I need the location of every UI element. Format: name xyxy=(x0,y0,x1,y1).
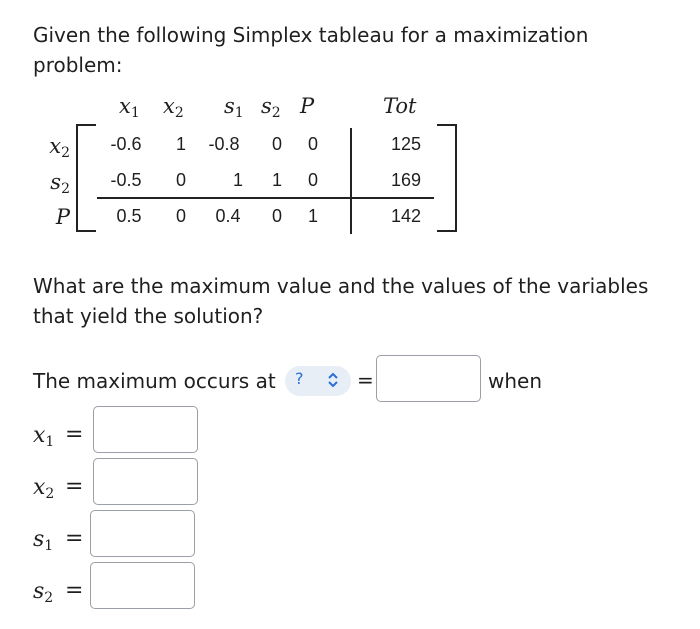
column-header-x2: $x_2$ xyxy=(163,94,184,121)
chevron-up-down-icon xyxy=(327,370,339,390)
max-value-input[interactable] xyxy=(376,355,481,402)
tableau-cell: 1 xyxy=(232,170,243,190)
column-header-s2: $s_2$ xyxy=(261,94,281,121)
var-label-x2: $x_2$ xyxy=(33,475,55,502)
tableau-cell: 0 xyxy=(175,206,186,226)
var-equals: = xyxy=(65,474,84,499)
tableau-cell: 0 xyxy=(307,170,318,190)
equals-sign: = xyxy=(357,368,374,392)
tableau-cell: 1 xyxy=(307,206,318,226)
var-equals: = xyxy=(65,526,84,551)
s2-input[interactable] xyxy=(90,562,195,609)
answer-lead-text: The maximum occurs at xyxy=(33,369,276,393)
x2-input[interactable] xyxy=(93,458,198,505)
row-label-s2: $s_2$ xyxy=(50,170,70,197)
tableau-cell: 0 xyxy=(271,206,282,226)
right-bracket xyxy=(437,124,457,232)
column-header-s1: $s_1$ xyxy=(224,94,244,121)
tableau-cell: 0.4 xyxy=(215,206,241,226)
tot-divider xyxy=(350,128,352,234)
column-header-p: P xyxy=(300,94,315,118)
tableau-cell: -0.8 xyxy=(208,134,240,154)
var-equals: = xyxy=(65,422,84,447)
tableau-cell: 0.5 xyxy=(116,206,142,226)
left-bracket xyxy=(76,124,96,232)
tableau-cell: -0.5 xyxy=(110,170,142,190)
row-label-p: P xyxy=(55,205,70,229)
var-label-s2: $s_2$ xyxy=(33,579,54,606)
tableau-tot: 142 xyxy=(390,206,422,226)
var-equals: = xyxy=(65,578,84,603)
x1-input[interactable] xyxy=(93,406,198,453)
max-min-select[interactable] xyxy=(285,366,351,396)
tableau-cell: 0 xyxy=(307,134,318,154)
question-text: What are the maximum value and the values of the variables that yield the solution? xyxy=(33,274,649,328)
tableau-cell: 1 xyxy=(271,170,282,190)
tableau-cell: 1 xyxy=(175,134,186,154)
tableau-cell: 0 xyxy=(271,134,282,154)
column-header-tot: Tot xyxy=(383,94,417,118)
var-label-x1: $x_1$ xyxy=(33,423,55,450)
tableau-tot: 169 xyxy=(390,170,422,190)
tableau-cell: -0.6 xyxy=(110,134,142,154)
when-text: when xyxy=(488,369,543,393)
select-value: ? xyxy=(295,369,304,388)
row-label-x2: $x_2$ xyxy=(49,134,70,161)
column-header-x1: $x_1$ xyxy=(119,94,140,121)
tableau-cell: 0 xyxy=(175,170,186,190)
objective-row-divider xyxy=(97,197,434,199)
problem-prompt: Given the following Simplex tableau for a maximization problem: xyxy=(33,23,589,77)
s1-input[interactable] xyxy=(90,510,195,557)
var-label-s1: $s_1$ xyxy=(33,527,54,554)
tableau-tot: 125 xyxy=(390,134,422,154)
